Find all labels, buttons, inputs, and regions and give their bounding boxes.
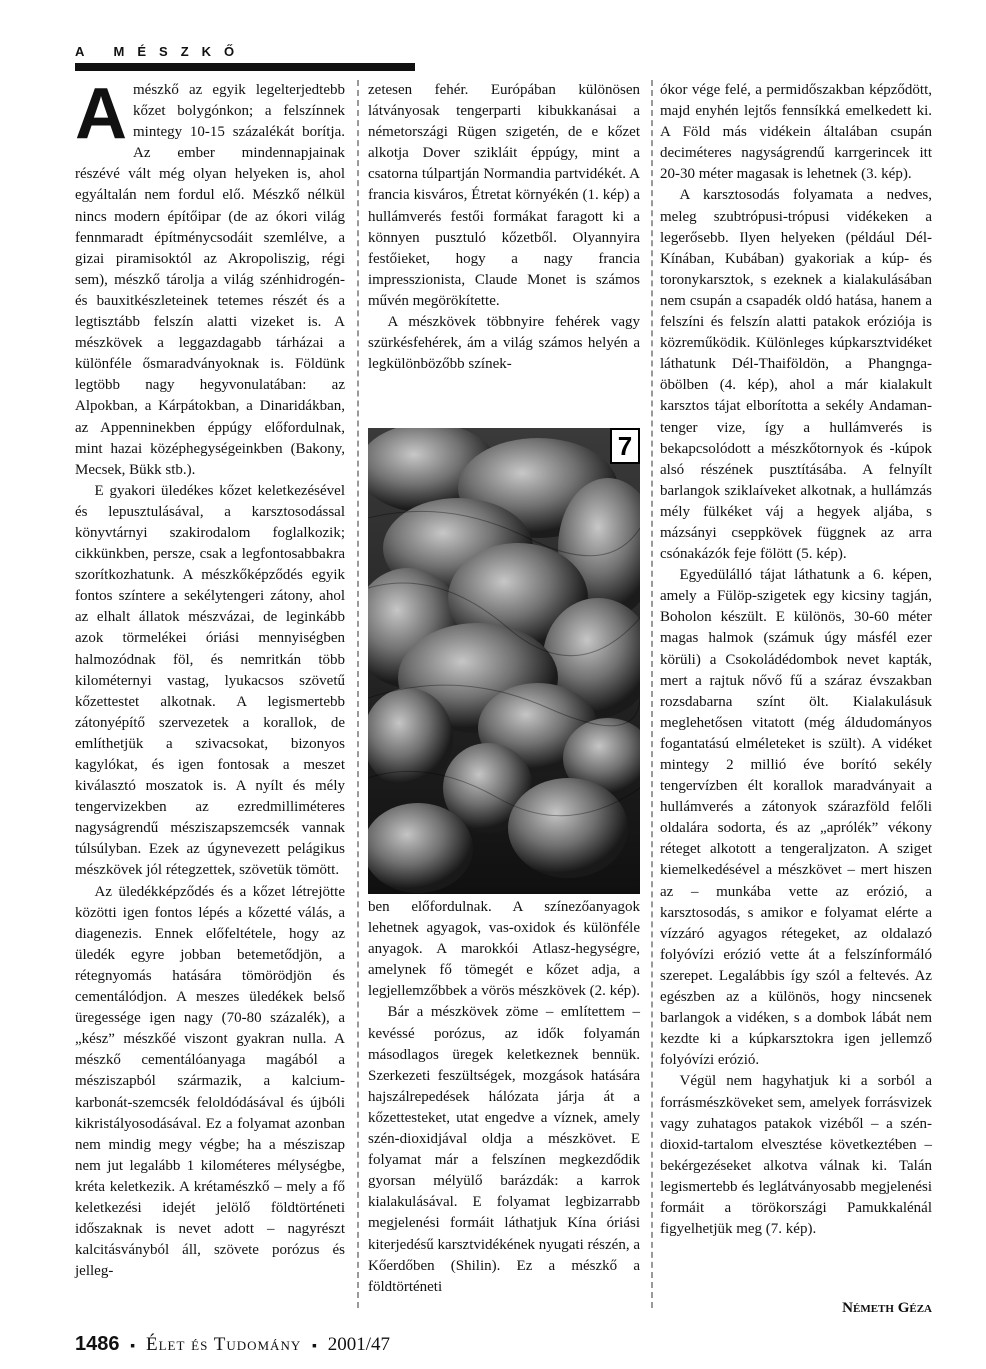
- photo-pamukkale: [368, 428, 640, 894]
- travertine-photo-image: [368, 428, 640, 894]
- photo-number-badge: 7: [610, 428, 640, 464]
- paragraph: Bár a mészkövek zöme – említettem – kevéssé porózus, az idők folyamán másodlagos üregek keletkeznek bennük. Szerkezeti feszültségek, mozgások hatására hajszálrepedések hálózata járja át a kőzettesteket, utat engedve a víznek, amely szén-dioxidjával oldja a mészkövet. E folyamat már a felszínen megkezdődik gyorsan mélyülő barázdák: a karrok kialakulásával. E folyamat legbizarrabb megjelenési formáit láthatjuk Kína óriási kiterjedésű karsztvidékének nyugati részén, a Kőerdőben (Shilin). Ez a mészkő a földtörténeti: [368, 1004, 640, 1295]
- paragraph: ben előfordulnak. A színezőanyagok lehetnek agyagok, vas-oxidok és különféle anyagok. A marokkói Atlasz-hegységre, amelynek fő tömegét e kőzet adja, a legjellemzőbbek a vörös mészkövek (2. kép).: [368, 899, 640, 1000]
- paragraph: E gyakori üledékes kőzet keletkezésével és lepusztulásával, a karsztosodással könyvtárnyi szakirodalom foglalkozik; cikkünkben, persze, csak a legfontosabbakra szorítkozhatunk. A mészkőképződés egyik fontos színtere a sekélytengeri zátony, ahol az elhalt állatok mészvázai, de leginkább azok törmelékei óriási mennyiségben halmozódnak föl, és nemritkán több kilométernyi vastag, lyukacsos szövetű kőzettestet alkotnak. A legismertebb zátonyépítő szervezetek a korallok, de említhetjük a szivacsokat, bizonyos kagylókat, és igen fontosak a meszet kiválasztó moszatok is. A nyílt és mély tengervizekben az ezredmilliméteres nagyságrendű mésziszapszemcsék vannak túlsúlyban. Ezek az úgynevezett pelágikus mészkövek jól rétegzettek, szövetük tömött.: [75, 482, 345, 879]
- paragraph: ókor vége felé, a permidőszakban képződött, majd enyhén lejtős fennsíkká emelkedett ki. A Föld más vidékein általában csupán deciméteres nagyságrendű karrgerincek itt 20-30 méter magasak is lehetnek (3. kép).: [660, 82, 932, 183]
- footer-separator: ▪: [130, 1339, 136, 1354]
- drop-cap: A: [75, 74, 127, 154]
- column-divider-1: [357, 80, 359, 1308]
- page-number: 1486: [75, 1333, 120, 1355]
- column-divider-2: [651, 80, 653, 1308]
- article-column-3: [660, 80, 932, 1240]
- paragraph: Az üledékképződés és a kőzet létrejötte közötti igen fontos lépés a kőzetté válás, a diagenezis. Ennek előfeltétele, hogy az üledék egyre jobban betemetődjön, a rétegnyomás hatására tömörödjön és cementálódjon. A meszes üledékek belső üregessége igen nagy (70-80 százalék), a „kész” mészkőé viszont gyakran nulla. A mészkő cementálóanyaga magából a mésziszapból származik, a kalcium-karbonát-szemcsék feloldódásával és újbóli kikristályosodásával. Ez a folyamat azonban nem mindig megy végbe; ha a mésziszap nem jut legalább 1 kilométeres mélységbe, kréta keletkezik. A krétamészkő – mely a fő keletkezési idejét jelölő földtörténeti időszaknak is nevet adott – nagyrészt kalcitásványból áll, szövete porózus és jelleg-: [75, 883, 345, 1280]
- paragraph: Végül nem hagyhatjuk ki a sorból a forrásmészköveket sem, amelyek forrásvizek vagy zuhatagos patakok vizéből – a szén-dioxid-tartalom elvesztése következtében – bekérgezéseket alkotva válnak ki. Talán legismertebb és leglátványosabb megjelenési formáit a törökországi Pamukkalénál figyelhetjük meg (7. kép).: [660, 1073, 932, 1238]
- section-title: A MÉSZKŐ: [75, 44, 248, 59]
- footer-separator: ▪: [311, 1339, 317, 1354]
- header-rule: [75, 63, 415, 71]
- author-signature: Németh Géza: [842, 1300, 932, 1316]
- journal-name: Élet és Tudomány: [145, 1334, 302, 1355]
- page-footer: [75, 1333, 390, 1356]
- paragraph: A mészkövek többnyire fehérek vagy szürkésfehérek, ám a világ számos helyén a legkülönbözőbb színek-: [368, 314, 640, 373]
- paragraph: zetesen fehér. Európában különösen látványosak tengerparti kibukkanásai a németországi Rügen szigetén, de e kőzet alkotja Dover szikláit éppúgy, mint a csatorna túlpartján Normandia partvidékét. A francia kisváros, Étretat környékén (1. kép) a hullámverés festői formákat faragott ki a könnyen pusztuló kőzetből. Olyannyira festőieket, hogy a nagy francia impresszionista, Claude Monet is számos művén megörökítette.: [368, 82, 640, 309]
- article-column-2-bottom: [368, 897, 640, 1298]
- paragraph: mészkő az egyik legelterjedtebb kőzet bolygónkon; a felszínnek mintegy 10-15 százalékát borítja. Az ember mindennapjainak részévé vált még olyan helyeken is, ahol egyáltalán nem fordul elő. Mészkő nélkül nincs modern építőipar (de az ókori világ fennmaradt építménycsodáit szemlélve, a gizai piramisoktól az Akropoliszig, régi sem), mészkő tárolja a világ szénhidrogén- és bauxitkészleteinek tetemes részét és a legtisztább felszín alatti vizeket is. A mészkövek a leggazdagabb tárházai a különféle ősmaradványoknak is. Földünk legtöbb nagy hegyvonulatában: az Alpokban, a Kárpátokban, a Dinaridákban, az Appenninekben éppúgy előfordulnak, mint hazai középhegységeinkben (Bakony, Mecsek, Bükk stb.).: [75, 82, 345, 478]
- paragraph: Egyedülálló tájat láthatunk a 6. képen, amely a Fülöp-szigetek egy kicsiny tagján, Boholon készült. E különös, 30-60 méter magas halmok (számuk úgy másfél ezer körüli) a Csokoládédombok nevet kapták, mert a rajtuk nővő fű a száraz évszakban rozsdabarna színt ölt. Kialakulásuk meglehetősen vitatott (még áldudományos fogantatású elméleteket is szült). A vidéket mintegy 2 millió éve borító sekély tengervízben élt korallok maradványait a hullámverés a zátonyok szárazföld felőli oldalára sodorta, és az „aprólék” vékony réteget alkotott a tengeraljzaton. A sziget kiemelkedésével a mészkövet – mert hiszen az – munkába vette az erózió, a karsztosodás, s amikor e folyamat elérte a vízzáró agyagos rétegeket, az oldalazó folyóvízi erózió vette át a felszínformáló szerepet. Legalábbis így szól a feltevés. Az egészben az a különös, hogy nincsenek barlangok a vidéken, s a dombok lábát nem kezdte ki a kúpkarsztokra igen jellemző folyóvízi erózió.: [660, 567, 932, 1069]
- article-column-1: [75, 74, 345, 1282]
- paragraph: A karsztosodás folyamata a nedves, meleg szubtrópusi-trópusi vidékeken a legerősebb. Ilyen helyeken (például Dél-Kínában, Kubában) gyakoriak a kúp- és toronykarsztok, s ezeknek a kialakulásában nem csupán a csapadék oldó hatása, hanem a felszíni és felszín alatti patakok eróziója is közreműködik. Különleges kúpkarsztvidéket láthatunk Dél-Thaiföldön, a Phangnga-öbölben (4. kép), ahol a már kialakult karsztos tájat elborította a sekély Andaman-tenger vize, így a hullámverés is bekapcsolódott a mészkőtornyok és -kúpok alsó részének pusztításába. A felnyílt barlangok sziklaíveket alkotnak, a hullámzás mély fülkéket váj a hegyek aljába, s mázsányi cseppkövek függnek az arra csónakázók feje fölött (5. kép).: [660, 187, 932, 563]
- issue-number: 2001/47: [327, 1334, 390, 1355]
- article-column-2-top: [368, 80, 640, 375]
